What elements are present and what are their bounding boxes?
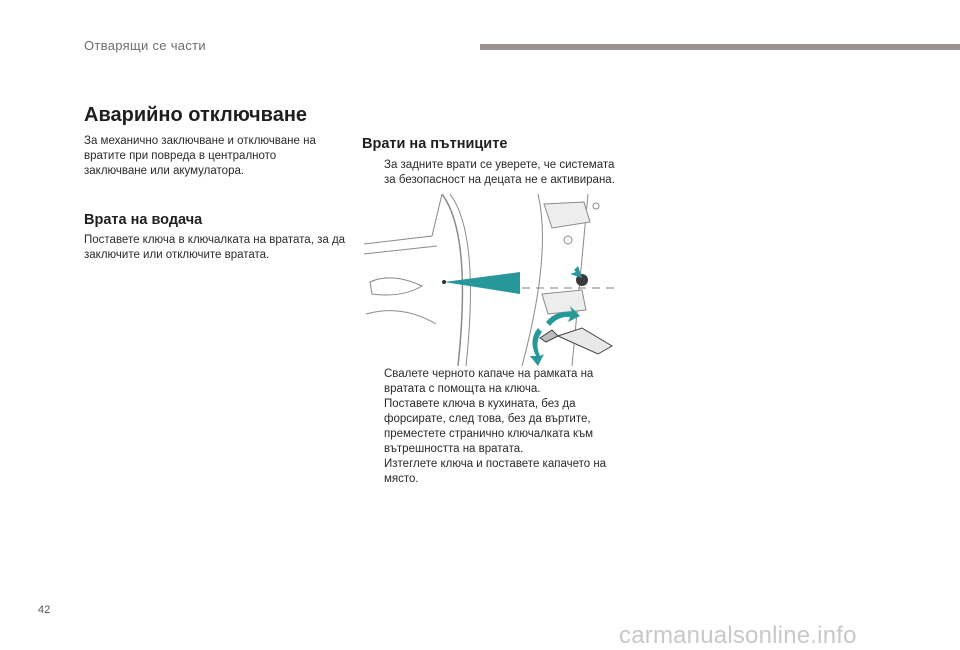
door-handle-outline [370,278,422,295]
passenger-doors-title: Врати на пътниците [362,136,508,152]
page-number: 42 [38,604,51,616]
section-header-title: Отварящи се части [84,38,206,53]
arrow-down-right-icon [560,256,582,278]
list-item-text: Поставете ключа в кухината, без да форсирате, след това, без да въртите, преместете странично ключалката към вътрешността на вратата. [384,398,594,455]
intro-text: За механично заключване и отключване на вратите при повреда в централното заключване или акумулатора. [84,135,316,177]
list-item-text: За задните врати се уверете, че системата за безопасност на децата не е активирана. [384,159,615,186]
driver-door-title: Врата на водача [84,212,203,228]
door-lock-illustration [362,194,618,366]
pointer-triangle [444,272,520,294]
list-item [362,158,624,188]
door-latch-outline [544,202,590,228]
driver-door-text: Поставете ключа в ключалката на вратата, за да заключите или отключите вратата. [84,234,346,261]
page-title: Аварийно отключване [84,104,308,126]
list-item-text: Свалете черното капаче на рамката на вратата с помощта на ключа. [384,368,594,395]
section-header-bar [480,44,960,50]
list-item-text: Изтеглете ключа и поставете капачето на място. [384,458,607,485]
passenger-bullets-top [362,158,624,188]
passenger-bullets-bottom [362,367,612,487]
arrow-curved-down-icon [530,328,544,366]
watermark: carmanualsonline.info [619,622,857,649]
list-item [362,457,612,487]
list-item [362,367,612,397]
door-panel-outline [364,194,442,254]
key-icon [558,328,612,354]
list-item [362,397,612,457]
